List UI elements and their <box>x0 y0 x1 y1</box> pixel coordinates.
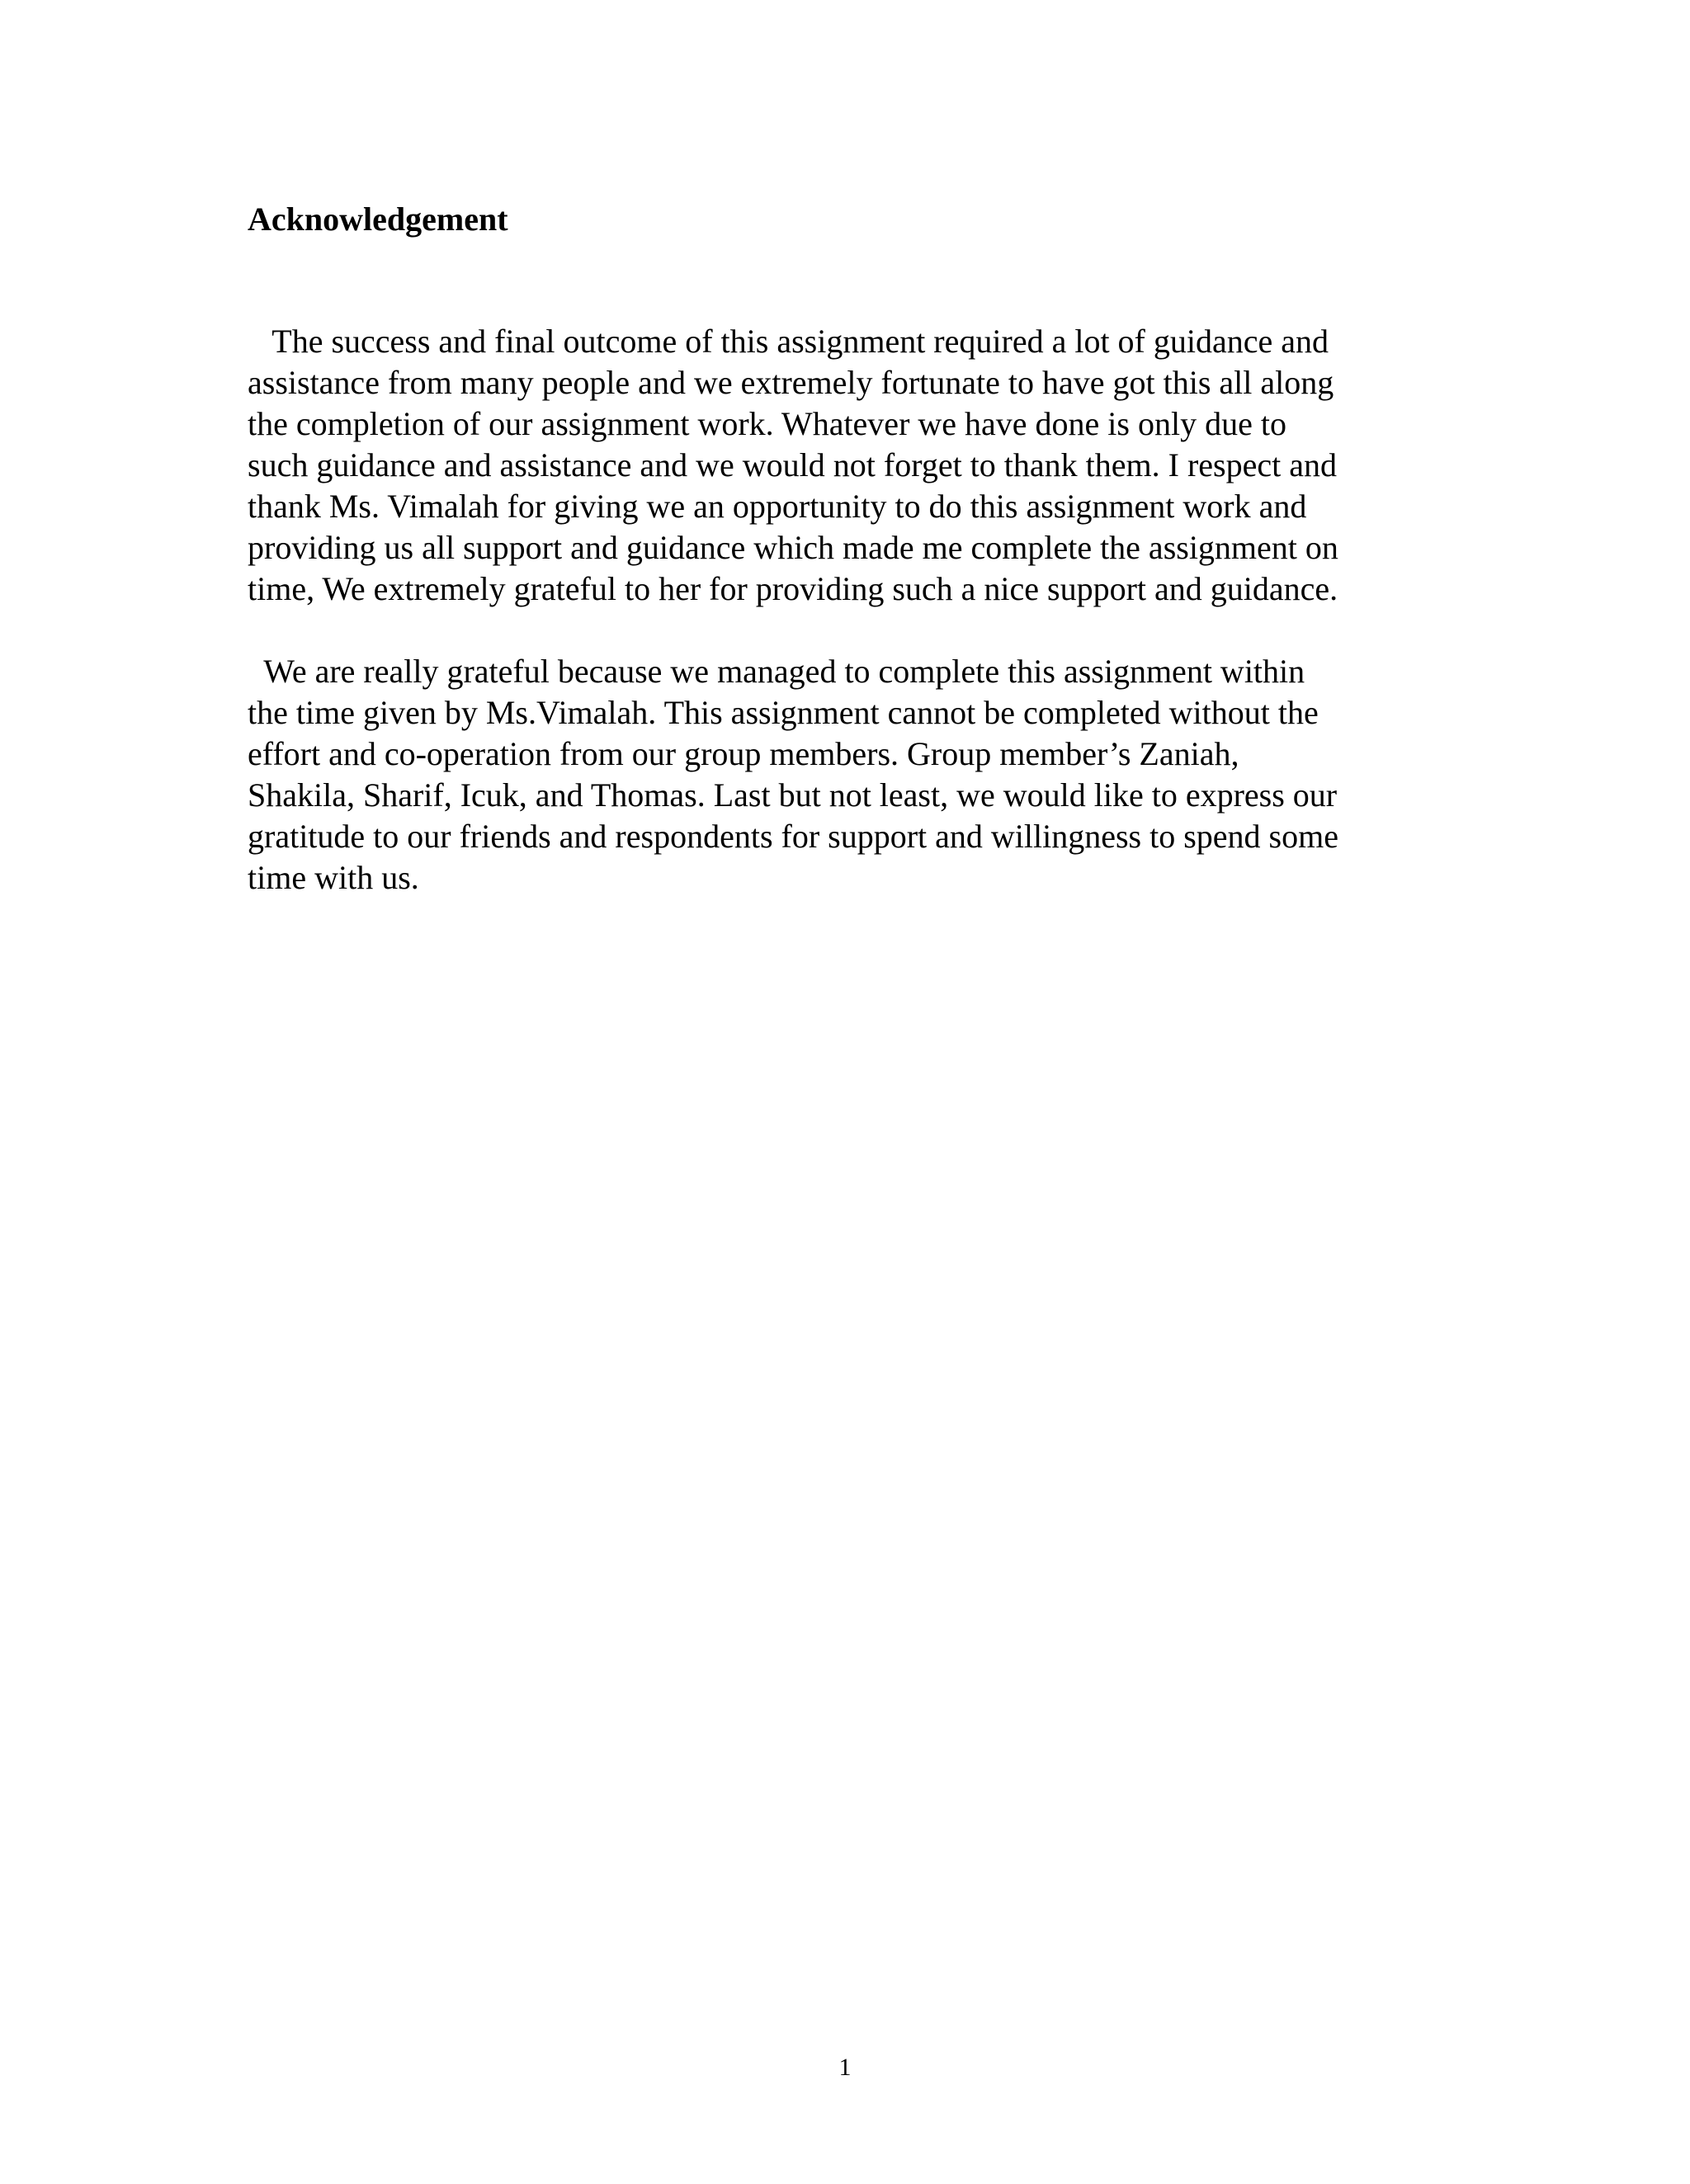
paragraph-line: gratitude to our friends and respondents for support and willingness to spend some <box>248 818 1338 855</box>
paragraph-line: thank Ms. Vimalah for giving we an opportunity to do this assignment work and <box>248 488 1307 525</box>
paragraph-2 <box>248 651 1338 899</box>
paragraph-line: assistance from many people and we extremely fortunate to have got this all along <box>248 364 1334 401</box>
paragraph-line: providing us all support and guidance which made me complete the assignment on <box>248 529 1338 566</box>
paragraph-line: We are really grateful because we managed to complete this assignment within <box>248 653 1305 690</box>
paragraph-line: the completion of our assignment work. Whatever we have done is only due to <box>248 405 1286 442</box>
page-heading: Acknowledgement <box>248 200 508 238</box>
paragraph-line: such guidance and assistance and we would not forget to thank them. I respect and <box>248 446 1337 483</box>
paragraph-line: time, We extremely grateful to her for providing such a nice support and guidance. <box>248 570 1338 607</box>
paragraph-line: Shakila, Sharif, Icuk, and Thomas. Last but not least, we would like to express our <box>248 776 1338 814</box>
paragraph-line: the time given by Ms.Vimalah. This assignment cannot be completed without the <box>248 694 1319 731</box>
paragraph-1 <box>248 321 1338 610</box>
paragraph-line: effort and co-operation from our group members. Group member’s Zaniah, <box>248 735 1239 772</box>
paragraph-line: The success and final outcome of this assignment required a lot of guidance and <box>248 323 1329 360</box>
paragraph-line: time with us. <box>248 859 419 896</box>
page-number: 1 <box>838 2054 852 2081</box>
